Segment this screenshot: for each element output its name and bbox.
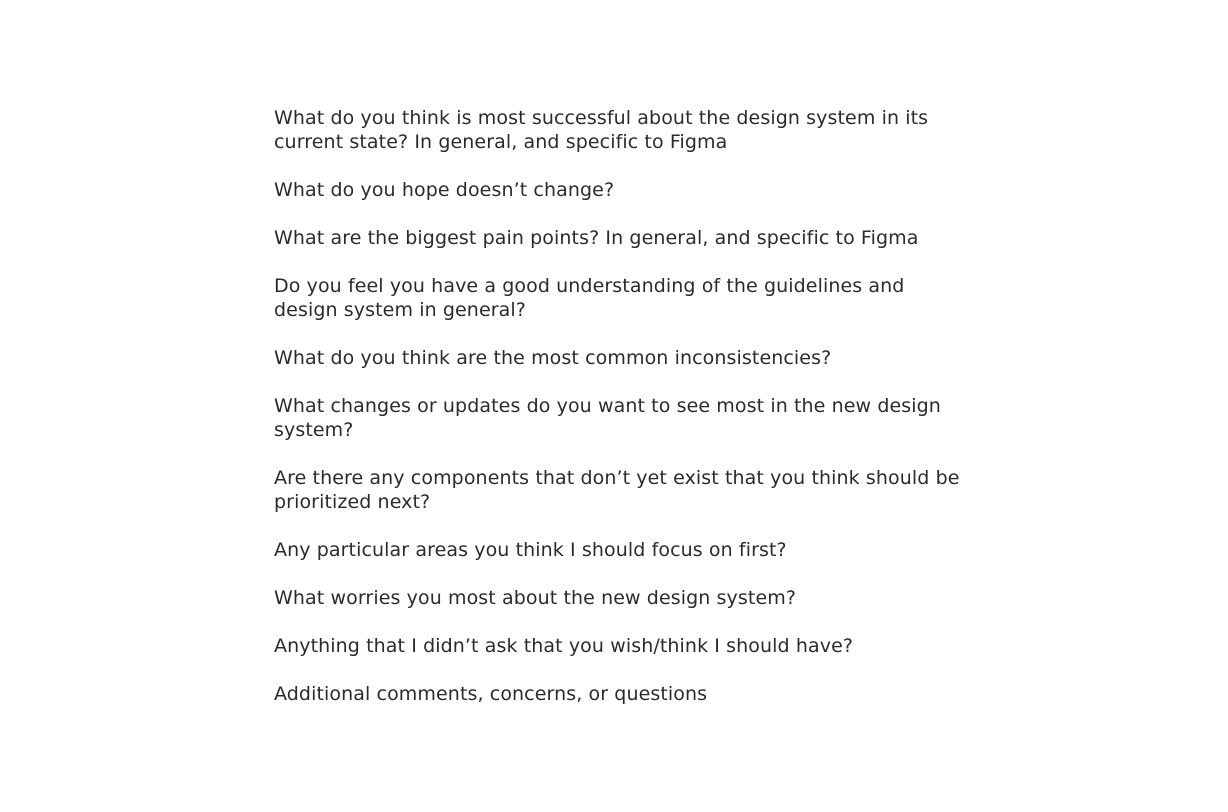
question-list — [274, 106, 964, 730]
question-item: What are the biggest pain points? In general, and specific to Figma — [274, 227, 919, 249]
question-item: What do you hope doesn’t change? — [274, 179, 615, 201]
question-item: What do you think are the most common inconsistencies? — [274, 347, 832, 369]
question-item: Any particular areas you think I should focus on first? — [274, 539, 787, 561]
question-item: What do you think is most successful about the design system in its current state? In general, and specific to Figma — [274, 107, 929, 153]
question-item: What worries you most about the new design system? — [274, 587, 797, 609]
question-item: What changes or updates do you want to see most in the new design system? — [274, 395, 941, 441]
question-item: Do you feel you have a good understanding of the guidelines and design system in general? — [274, 275, 905, 321]
question-item: Are there any components that don’t yet exist that you think should be prioritized next? — [274, 467, 960, 513]
question-item: Anything that I didn’t ask that you wish/think I should have? — [274, 635, 854, 657]
question-item: Additional comments, concerns, or questions — [274, 683, 708, 705]
